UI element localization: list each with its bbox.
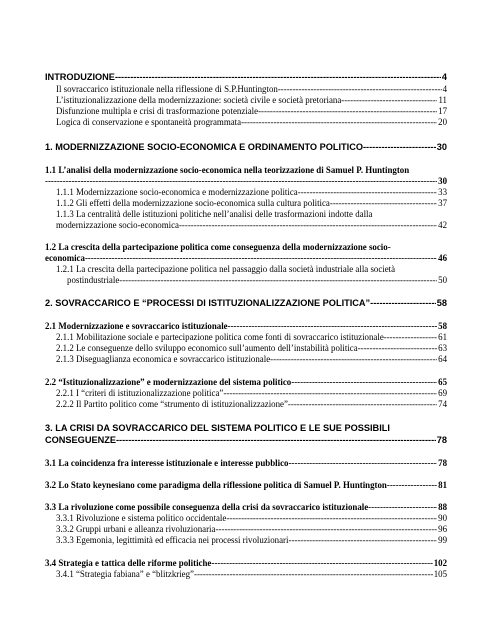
toc-entry-page: 37 xyxy=(438,198,447,208)
toc-entry-1-1-3-title[interactable]: 1.1.3 La centralità delle istituzioni politiche nell’analisi delle trasformazioni indotte dalla xyxy=(56,209,373,219)
toc-entry[interactable] xyxy=(45,459,447,468)
toc-entry-1-1-leader[interactable] xyxy=(45,177,447,186)
dot-leader xyxy=(116,436,436,445)
dot-leader xyxy=(45,177,437,186)
dot-leader xyxy=(330,199,437,208)
toc-entry-page: 78 xyxy=(436,435,447,445)
toc-entry[interactable] xyxy=(56,118,447,127)
toc-entry[interactable] xyxy=(56,389,447,398)
toc-entry-title: modernizzazione socio-economica xyxy=(56,220,179,230)
toc-entry[interactable] xyxy=(56,221,447,230)
toc-entry-title: 2.2.1 I “criteri di istituzionalizzazione politica” xyxy=(56,388,224,398)
dot-leader xyxy=(387,481,437,490)
dot-leader xyxy=(223,389,437,398)
dot-leader xyxy=(288,459,437,468)
dot-leader xyxy=(258,107,437,116)
toc-entry-1-1-title[interactable]: 1.1 L’analisi della modernizzazione socio-economica nella teorizzazione di Samuel P. Huntington xyxy=(45,165,410,175)
toc-entry[interactable] xyxy=(56,96,447,105)
toc-entry-page: 17 xyxy=(438,106,447,116)
toc-entry-title: 3.3.2 Gruppi urbani e alleanza rivoluzionaria xyxy=(56,524,216,534)
toc-entry-page: 4 xyxy=(442,84,447,94)
toc-entry[interactable] xyxy=(45,481,447,490)
toc-entry[interactable] xyxy=(56,333,447,342)
dot-leader xyxy=(211,559,432,568)
toc-entry-title: 3.3.1 Rivoluzione e sistema politico occidentale xyxy=(56,513,227,523)
toc-entry[interactable] xyxy=(56,400,447,409)
toc-entry[interactable] xyxy=(67,276,447,285)
toc-entry-title: 2.1 Modernizzazione e sovraccarico istituzionale xyxy=(45,321,228,331)
dot-leader xyxy=(288,536,437,545)
toc-entry-page: 99 xyxy=(438,535,447,545)
toc-entry-title: Disfunzione multipla e crisi di trasformazione potenziale xyxy=(56,106,259,116)
toc-entry-chapter-1[interactable] xyxy=(45,143,447,152)
toc-entry[interactable] xyxy=(45,322,447,331)
toc-entry-chapter-2[interactable] xyxy=(45,299,447,308)
toc-entry-title: 3.2 Lo Stato keynesiano come paradigma della riflessione politica di Samuel P. Huntington xyxy=(45,480,387,490)
toc-entry[interactable] xyxy=(56,344,447,353)
toc-entry-title: 2. SOVRACCARICO E “PROCESSI DI ISTITUZIONALIZZAZIONE POLITICA” xyxy=(45,298,371,308)
toc-entry-page: 4 xyxy=(441,72,447,82)
toc-entry-title: 2.2.2 Il Partito politico come “strumento di istituzionalizzazione” xyxy=(56,399,288,409)
dot-leader xyxy=(228,322,437,331)
toc-entry-title: Il sovraccarico istituzionale nella riflessione di S.P.Huntington xyxy=(56,84,278,94)
toc-entry-page: 69 xyxy=(438,388,447,398)
toc-entry-page: 11 xyxy=(438,95,447,105)
toc-entry-page: 88 xyxy=(438,502,447,512)
toc-entry-page: 61 xyxy=(438,332,447,342)
toc-entry-1-2-1-title[interactable]: 1.2.1 La crescita della partecipazione politica nel passaggio dalla società industriale alla società xyxy=(56,264,396,274)
toc-entry[interactable] xyxy=(45,559,447,568)
dot-leader xyxy=(298,188,437,197)
toc-entry-title: 2.1.1 Mobilitazione sociale e partecipazione politica come fonti di sovraccarico istituzionale xyxy=(56,332,384,342)
toc-entry[interactable] xyxy=(45,503,447,512)
toc-entry-page: 74 xyxy=(438,399,447,409)
toc-entry[interactable] xyxy=(56,355,447,364)
toc-entry[interactable] xyxy=(56,514,447,523)
toc-entry[interactable] xyxy=(56,107,447,116)
toc-entry-page: 30 xyxy=(438,176,447,186)
toc-entry-page: 65 xyxy=(438,377,447,387)
toc-entry-title: 3.1 La coincidenza fra interesse istituzionale e interesse pubblico xyxy=(45,458,289,468)
dot-leader xyxy=(194,570,433,579)
toc-entry-page: 63 xyxy=(438,343,447,353)
toc-entry-title: 3.4 Strategia e tattica delle riforme politiche xyxy=(45,558,212,568)
toc-entry-title: Logica di conservazione e spontaneità programmata xyxy=(56,117,242,127)
toc-entry-title: INTRODUZIONE xyxy=(45,72,115,82)
dot-leader xyxy=(358,344,437,353)
toc-entry[interactable] xyxy=(45,254,447,263)
toc-entry-title: 3.4.1 “Strategia fabiana” e “blitzkrieg” xyxy=(56,569,194,579)
dot-leader xyxy=(368,503,437,512)
dot-leader xyxy=(291,378,437,387)
toc-entry-title: postindustriale xyxy=(67,275,120,285)
dot-leader xyxy=(226,514,437,523)
toc-entry-title: 2.2 “Istituzionalizzazione” e modernizzazione del sistema politico xyxy=(45,377,292,387)
toc-entry[interactable] xyxy=(45,436,447,445)
toc-entry[interactable] xyxy=(56,525,447,534)
toc-entry-page: 20 xyxy=(438,117,447,127)
dot-leader xyxy=(341,96,437,105)
toc-entry-chapter-3-title[interactable]: 3. LA CRISI DA SOVRACCARICO DEL SISTEMA POLITICO E LE SUE POSSIBILI xyxy=(45,423,390,433)
toc-entry-page: 102 xyxy=(433,558,447,568)
toc-entry-1-2-title[interactable]: 1.2 La crescita della partecipazione politica come conseguenza della modernizzazione socio- xyxy=(45,242,391,252)
toc-entry-title: 3.3.3 Egemonia, legittimità ed efficacia nei processi rivoluzionari xyxy=(56,535,289,545)
toc-entry-page: 96 xyxy=(438,524,447,534)
dot-leader xyxy=(85,254,437,263)
toc-entry-title: 3.3 La rivoluzione come possibile conseguenza della crisi da sovraccarico istituzionale xyxy=(45,502,369,512)
toc-entry-title: 2.1.3 Diseguaglianza economica e sovraccarico istituzionale xyxy=(56,354,271,364)
dot-leader xyxy=(241,118,437,127)
toc-entry[interactable] xyxy=(56,570,447,579)
dot-leader xyxy=(270,355,437,364)
toc-entry-title: 1.1.1 Modernizzazione socio-economica e modernizzazione politica xyxy=(56,187,298,197)
toc-entry-introduzione[interactable] xyxy=(45,73,447,82)
toc-entry-page: 30 xyxy=(436,142,447,152)
toc-entry-page: 50 xyxy=(438,275,447,285)
dot-leader xyxy=(288,400,437,409)
toc-entry-page: 46 xyxy=(438,253,447,263)
toc-entry[interactable] xyxy=(56,199,447,208)
toc-entry-page: 90 xyxy=(438,513,447,523)
dot-leader xyxy=(179,221,437,230)
toc-entry-title: 1. MODERNIZZAZIONE SOCIO-ECONOMICA E ORDINAMENTO POLITICO xyxy=(45,142,363,152)
dot-leader xyxy=(384,333,437,342)
dot-leader xyxy=(119,276,437,285)
toc-entry-title: 2.1.2 Le conseguenze dello sviluppo economico sull’aumento dell’instabilità politica xyxy=(56,343,358,353)
toc-entry-page: 58 xyxy=(438,321,447,331)
toc-entry-title: 1.1.2 Gli effetti della modernizzazione socio-economica sulla cultura politica xyxy=(56,198,330,208)
toc-entry[interactable] xyxy=(56,536,447,545)
toc-entry-page: 81 xyxy=(438,480,447,490)
toc-entry-page: 78 xyxy=(438,458,447,468)
toc-entry-title: L’istituzionalizzazione della modernizzazione: società civile e società pretoriana xyxy=(56,95,342,105)
toc-entry-page: 42 xyxy=(438,220,447,230)
toc-entry-page: 33 xyxy=(438,187,447,197)
toc-entry[interactable] xyxy=(56,85,447,94)
dot-leader xyxy=(363,143,436,152)
toc-entry[interactable] xyxy=(45,378,447,387)
toc-entry-page: 105 xyxy=(433,569,447,579)
toc-entry-page: 58 xyxy=(436,298,447,308)
toc-entry-title: economica xyxy=(45,253,85,263)
dot-leader xyxy=(370,299,436,308)
toc-entry[interactable] xyxy=(56,188,447,197)
dot-leader xyxy=(215,525,437,534)
toc-entry-page: 64 xyxy=(438,354,447,364)
dot-leader xyxy=(278,85,442,94)
dot-leader xyxy=(115,73,441,82)
toc-entry-title: CONSEGUENZE xyxy=(45,435,116,445)
